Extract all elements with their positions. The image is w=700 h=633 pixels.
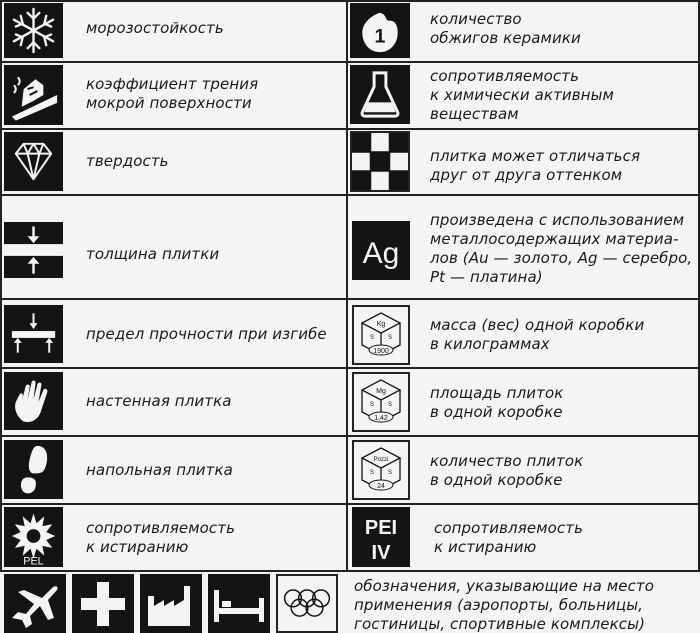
label-line: коэффициент трения bbox=[86, 75, 259, 93]
diamond-icon bbox=[4, 132, 63, 191]
svg-text:S: S bbox=[388, 470, 393, 476]
label-line: Pt — платина) bbox=[430, 268, 543, 286]
label-line: в килограммах bbox=[430, 335, 550, 353]
tile-thickness-icon bbox=[4, 222, 63, 278]
label-line: обозначения, указывающие на место bbox=[354, 577, 655, 595]
label-line: к истиранию bbox=[434, 538, 537, 556]
factory-icon bbox=[140, 574, 202, 633]
ag-label: Ag bbox=[362, 237, 400, 270]
label-line: площадь плиток bbox=[430, 384, 564, 402]
box-weight-icon bbox=[352, 305, 410, 365]
box-area-icon bbox=[352, 372, 410, 432]
label-line: плитка может отличаться bbox=[430, 147, 641, 165]
label-line: произведена с использованием bbox=[430, 211, 685, 229]
label-line: веществам bbox=[430, 105, 519, 123]
label-line: предел прочности при изгибе bbox=[86, 325, 327, 343]
firing-count-icon bbox=[350, 3, 410, 58]
label-line: к истиранию bbox=[86, 538, 189, 556]
pei-class: IV bbox=[371, 542, 391, 564]
label-line: морозостойкость bbox=[86, 19, 224, 37]
label-line: лов (Au — золото, Ag — серебро, bbox=[430, 249, 693, 267]
label-line: обжигов керамики bbox=[430, 29, 581, 47]
bed-icon bbox=[208, 574, 270, 633]
label-line: металлосодержащих материа- bbox=[430, 230, 679, 248]
label-line: напольная плитка bbox=[86, 461, 233, 479]
snowflake-icon bbox=[4, 3, 63, 58]
box-label: Kg bbox=[376, 321, 386, 328]
bending-strength-icon bbox=[4, 305, 63, 363]
firing-count-number: 1 bbox=[374, 25, 386, 48]
olympic-rings-icon bbox=[276, 574, 338, 633]
label-line: сопротивляемость bbox=[430, 67, 580, 85]
label-line: сопротивляемость bbox=[434, 519, 584, 537]
label-line: в одной коробке bbox=[430, 471, 563, 489]
label-line: настенная плитка bbox=[86, 392, 232, 410]
label-line: количество плиток bbox=[430, 452, 584, 470]
box-label: Mg bbox=[376, 388, 386, 395]
footprint-icon bbox=[4, 440, 63, 499]
label-line: мокрой поверхности bbox=[86, 94, 252, 112]
pel-label: PEL bbox=[23, 555, 44, 567]
wet-floor-friction-icon bbox=[4, 65, 63, 125]
box-value: 1900 bbox=[373, 348, 389, 355]
svg-text:S: S bbox=[370, 402, 375, 408]
metal-ag-icon bbox=[352, 221, 410, 280]
label-line: твердость bbox=[86, 152, 169, 170]
pei-abrasion-icon bbox=[352, 507, 410, 567]
label-line: гостиницы, спортивные комплексы) bbox=[354, 615, 646, 633]
box-label: Pozzi bbox=[373, 457, 389, 463]
cross-icon bbox=[72, 574, 134, 633]
pel-abrasion-icon bbox=[4, 507, 63, 567]
label-line: к химически активным bbox=[430, 86, 614, 104]
svg-text:S: S bbox=[388, 335, 393, 341]
box-count-icon bbox=[352, 440, 410, 500]
label-line: сопротивляемость bbox=[86, 519, 236, 537]
svg-text:S: S bbox=[370, 470, 375, 476]
svg-text:S: S bbox=[370, 335, 375, 341]
label-line: масса (вес) одной коробки bbox=[430, 316, 645, 334]
label-line: количество bbox=[430, 10, 522, 28]
label-line: применения (аэропорты, больницы, bbox=[354, 596, 644, 614]
label-line: в одной коробке bbox=[430, 403, 563, 421]
pei-label: PEI bbox=[364, 517, 398, 539]
label-line: друг от друга оттенком bbox=[430, 166, 623, 184]
shade-grid-icon bbox=[350, 131, 410, 192]
svg-text:S: S bbox=[388, 402, 393, 408]
label-line: толщина плитки bbox=[86, 245, 220, 263]
hand-icon bbox=[4, 372, 63, 430]
box-value: 24 bbox=[377, 483, 385, 490]
box-value: 1,42 bbox=[374, 415, 388, 422]
flask-icon bbox=[350, 65, 410, 124]
airplane-icon bbox=[4, 574, 66, 633]
